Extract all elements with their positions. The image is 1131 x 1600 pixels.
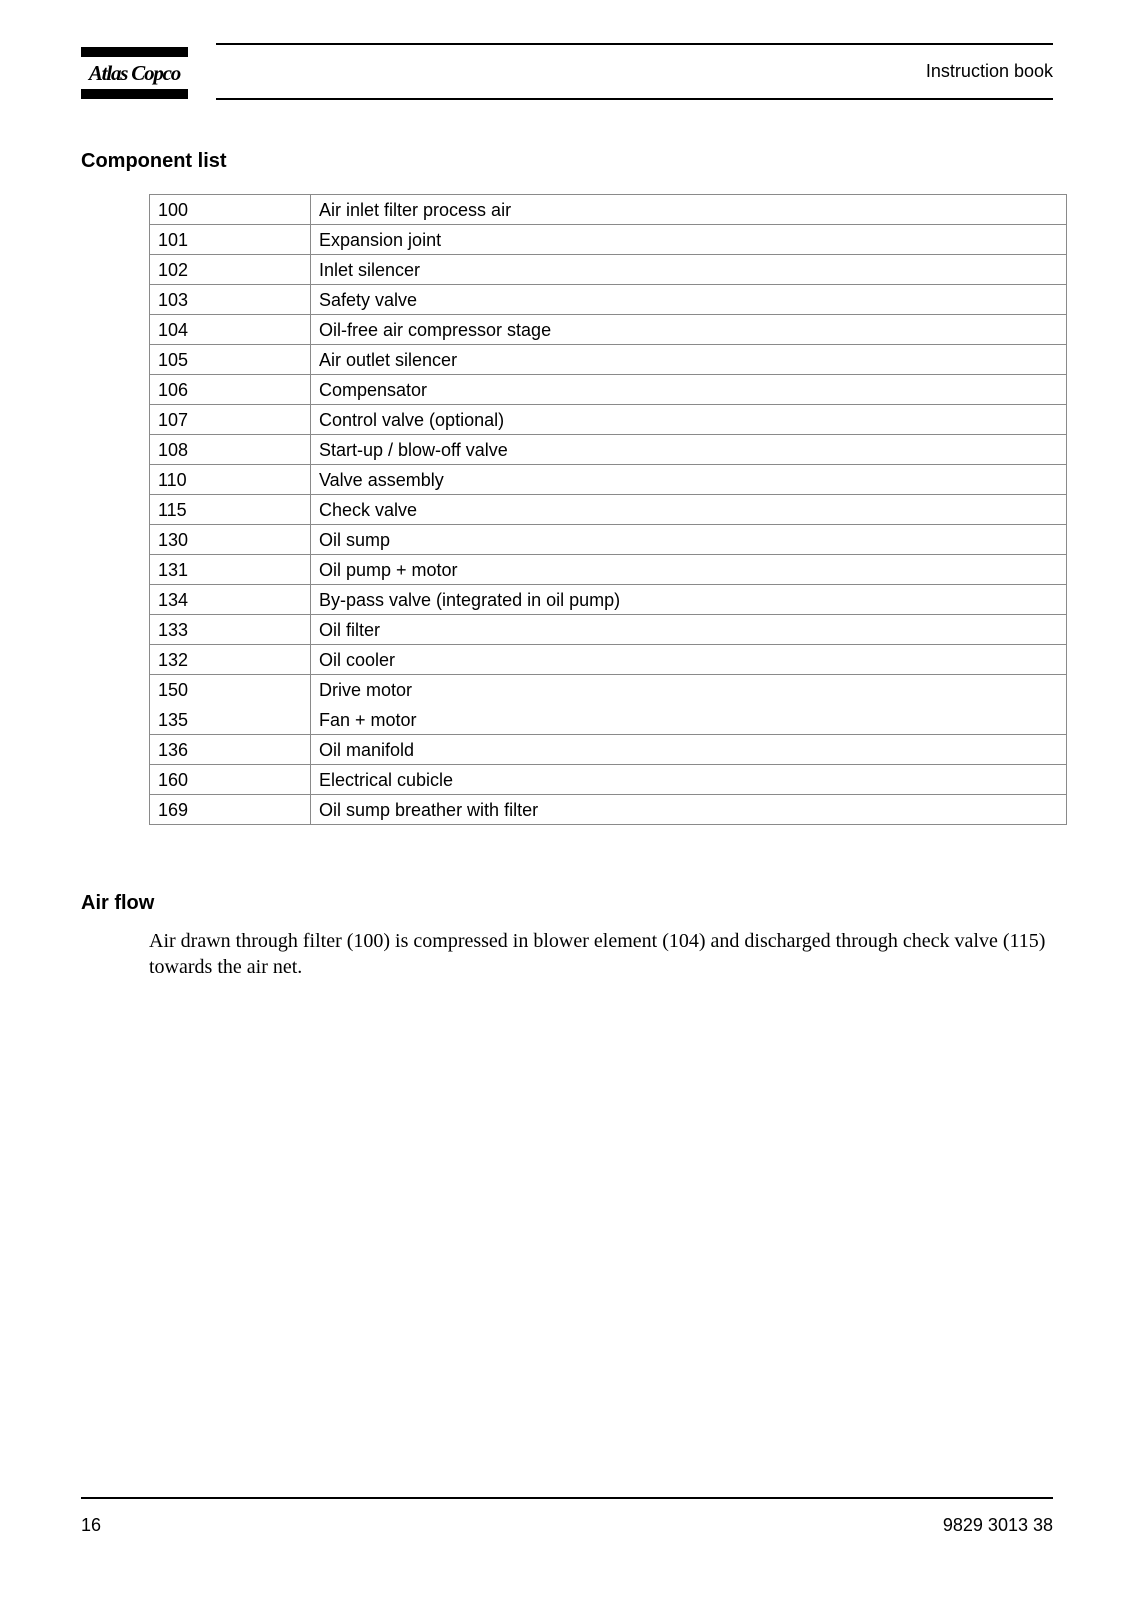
- component-number: 115: [150, 495, 311, 525]
- table-row: [150, 555, 1067, 585]
- table-row: [150, 795, 1067, 825]
- component-description: Compensator: [311, 375, 1067, 405]
- logo-bar-bottom: [81, 89, 188, 99]
- table-row: [150, 645, 1067, 675]
- component-description: Electrical cubicle: [311, 765, 1067, 795]
- component-number: 150: [150, 675, 311, 705]
- table-row: [150, 225, 1067, 255]
- atlas-copco-logo: [81, 47, 188, 99]
- page-number: 16: [81, 1515, 102, 1535]
- table-row: [150, 705, 1067, 735]
- component-number: 110: [150, 465, 311, 495]
- table-row: [150, 375, 1067, 405]
- component-number: 134: [150, 585, 311, 615]
- table-row: [150, 255, 1067, 285]
- component-description: Oil manifold: [311, 735, 1067, 765]
- table-row: [150, 195, 1067, 225]
- table-row: [150, 435, 1067, 465]
- component-number: 101: [150, 225, 311, 255]
- component-description: Oil filter: [311, 615, 1067, 645]
- component-description: Air inlet filter process air: [311, 195, 1067, 225]
- component-number: 135: [150, 705, 311, 735]
- table-row: [150, 765, 1067, 795]
- table-row: [150, 405, 1067, 435]
- component-description: Expansion joint: [311, 225, 1067, 255]
- table-row: [150, 675, 1067, 705]
- component-number: 107: [150, 405, 311, 435]
- component-number: 136: [150, 735, 311, 765]
- document-number: 9829 3013 38: [942, 1515, 1053, 1535]
- header-rule-bottom: [216, 98, 1053, 100]
- air-flow-paragraph: Air drawn through filter (100) is compressed in blower element (104) and discharged through check valve (115) towards the air net.: [149, 930, 1046, 978]
- component-table: [149, 194, 1067, 825]
- component-description: Inlet silencer: [311, 255, 1067, 285]
- component-number: 132: [150, 645, 311, 675]
- logo-wordmark: Atlas Copco: [88, 61, 181, 85]
- component-list-heading: Component list: [81, 150, 227, 172]
- component-number: 100: [150, 195, 311, 225]
- document-type: Instruction book: [925, 61, 1053, 81]
- component-number: 131: [150, 555, 311, 585]
- component-number: 105: [150, 345, 311, 375]
- component-description: Oil pump + motor: [311, 555, 1067, 585]
- table-row: [150, 495, 1067, 525]
- table-row: [150, 285, 1067, 315]
- component-description: Oil sump: [311, 525, 1067, 555]
- component-number: 102: [150, 255, 311, 285]
- component-description: Drive motor: [311, 675, 1067, 705]
- component-description: Oil-free air compressor stage: [311, 315, 1067, 345]
- component-description: Oil sump breather with filter: [311, 795, 1067, 825]
- component-number: 103: [150, 285, 311, 315]
- component-number: 106: [150, 375, 311, 405]
- component-description: Fan + motor: [311, 705, 1067, 735]
- component-number: 130: [150, 525, 311, 555]
- component-description: Oil cooler: [311, 645, 1067, 675]
- table-row: [150, 615, 1067, 645]
- table-row: [150, 345, 1067, 375]
- table-row: [150, 525, 1067, 555]
- component-description: Air outlet silencer: [311, 345, 1067, 375]
- component-number: 160: [150, 765, 311, 795]
- air-flow-heading: Air flow: [81, 892, 155, 914]
- component-number: 133: [150, 615, 311, 645]
- table-row: [150, 465, 1067, 495]
- component-description: Check valve: [311, 495, 1067, 525]
- component-description: Valve assembly: [311, 465, 1067, 495]
- component-description: Control valve (optional): [311, 405, 1067, 435]
- component-description: By-pass valve (integrated in oil pump): [311, 585, 1067, 615]
- component-number: 104: [150, 315, 311, 345]
- table-row: [150, 735, 1067, 765]
- component-description: Safety valve: [311, 285, 1067, 315]
- header-rule-top: [216, 43, 1053, 45]
- component-description: Start-up / blow-off valve: [311, 435, 1067, 465]
- logo-bar-top: [81, 47, 188, 57]
- component-number: 169: [150, 795, 311, 825]
- table-row: [150, 315, 1067, 345]
- component-number: 108: [150, 435, 311, 465]
- table-row: [150, 585, 1067, 615]
- footer-rule: [81, 1497, 1053, 1499]
